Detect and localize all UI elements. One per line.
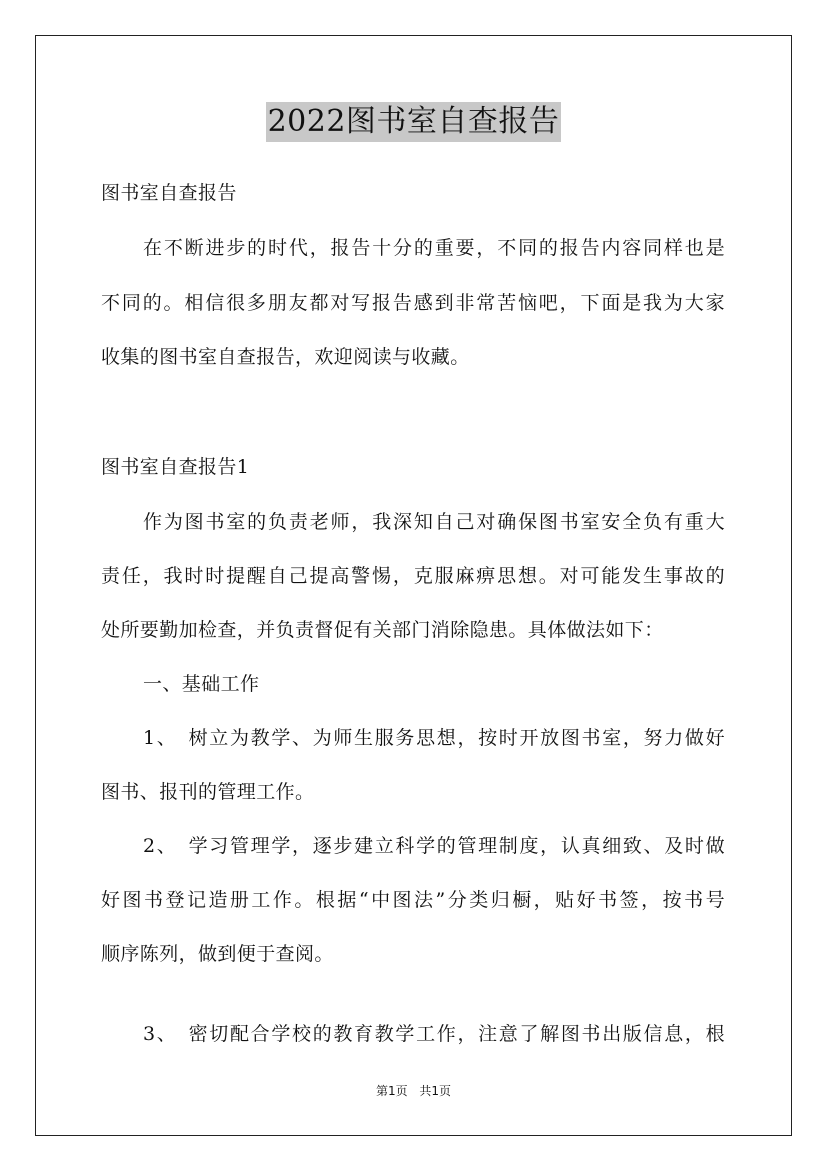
- item-2-line-2: 好图书登记造册工作。根据“中图法”分类归橱，贴好书签，按书号: [101, 889, 725, 911]
- body-line-2: 责任，我时时提醒自己提高警惕，克服麻痹思想。对可能发生事故的: [101, 565, 725, 587]
- intro-line-3: 收集的图书室自查报告，欢迎阅读与收藏。: [101, 346, 470, 368]
- intro-line-2: 不同的。相信很多朋友都对写报告感到非常苦恼吧，下面是我为大家: [101, 292, 725, 314]
- item-2-line-1: 2、 学习管理学，逐步建立科学的管理制度，认真细致、及时做: [143, 835, 725, 857]
- page-number: 第1页: [375, 1084, 408, 1098]
- document-title: 2022图书室自查报告: [266, 102, 562, 142]
- item-1-line-2: 图书、报刊的管理工作。: [101, 781, 315, 803]
- item-2-line-3: 顺序陈列，做到便于查阅。: [101, 943, 334, 965]
- item-3-line-1: 3、 密切配合学校的教育教学工作，注意了解图书出版信息，根: [143, 1023, 725, 1045]
- body-line-1: 作为图书室的负责老师，我深知自己对确保图书室安全负有重大: [143, 511, 725, 533]
- document-subtitle: 图书室自查报告: [101, 182, 237, 204]
- subheading-basic-work: 一、基础工作: [143, 673, 260, 695]
- page-footer: [0, 1083, 827, 1099]
- item-1-line-1: 1、 树立为教学、为师生服务思想，按时开放图书室，努力做好: [143, 727, 725, 749]
- body-line-3: 处所要勤加检查，并负责督促有关部门消除隐患。具体做法如下：: [101, 619, 664, 641]
- title-container: [0, 102, 827, 142]
- page-total: 共1页: [419, 1084, 452, 1098]
- intro-line-1: 在不断进步的时代，报告十分的重要，不同的报告内容同样也是: [143, 237, 725, 259]
- section-heading: 图书室自查报告1: [101, 456, 250, 478]
